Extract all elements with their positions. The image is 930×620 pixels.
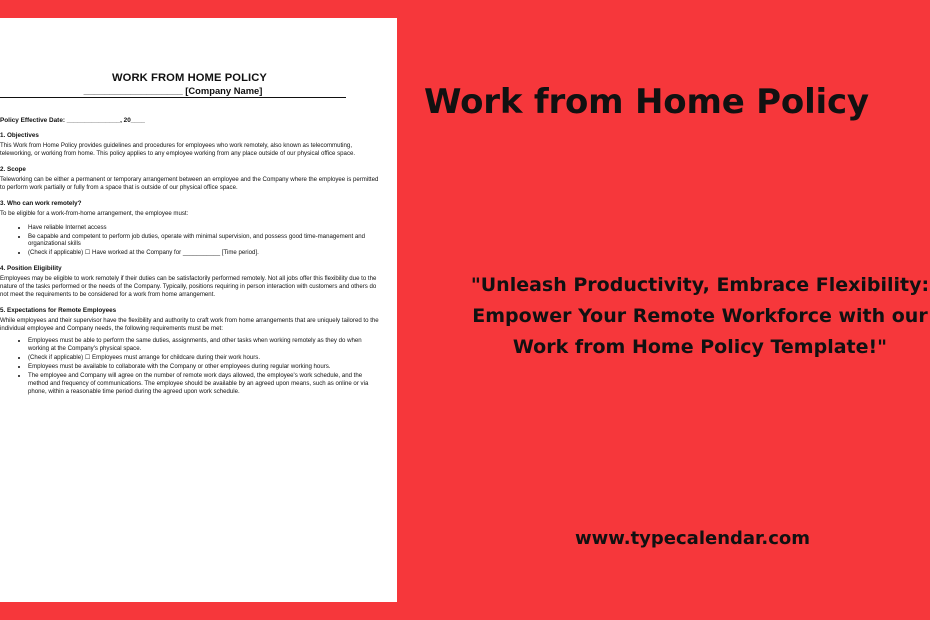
effective-date-line: Policy Effective Date: _______________, 20____ xyxy=(0,117,145,124)
list-item: • Employees must be able to perform the same duties, assignments, and other tasks when working remotely as they do when working at the Company's physical space. xyxy=(28,337,379,352)
list-item: • The employee and Company will agree on the number of remote work days allowed, the employee's work schedule, and the method and frequency of communications. The employee should be available by an agreed upon means, such as online or via phone, within a reasonable time period during the agreed upon work schedule. xyxy=(28,372,379,395)
section-heading: 3. Who can work remotely? xyxy=(0,199,82,207)
list-item: • Have reliable Internet access xyxy=(28,224,379,232)
section-expectations xyxy=(0,307,379,395)
tagline-line: Empower Your Remote Workforce with our xyxy=(472,305,928,327)
website-url: www.typecalendar.com xyxy=(575,528,810,549)
tagline xyxy=(400,270,930,363)
company-name-line: ___________________ [Company Name] xyxy=(0,85,346,98)
section-objectives xyxy=(0,132,379,158)
section-heading: 1. Objectives xyxy=(0,132,39,139)
section-paragraph: Employees may be eligible to work remotely if their duties can be satisfactorily performed remotely. Not all jobs offer this flexibility due to the nature of the tasks performed or the needs of the Company. Typically, positions requiring in person interaction with customers and others do not meet the requirements to be considered for a work from home arrangement. xyxy=(0,274,377,298)
list-item: • (Check if applicable) ☐ Employees must arrange for childcare during their work hours. xyxy=(28,354,379,362)
bullet-list xyxy=(0,337,379,395)
section-scope xyxy=(0,166,379,192)
section-paragraph: This Work from Home Policy provides guidelines and procedures for employees who work remotely, also known as telecommuting, teleworking, or working from home. This policy applies to any employee working from any place outside of our physical office space. xyxy=(0,142,356,157)
section-heading: 2. Scope xyxy=(0,165,26,173)
tagline-line: Work from Home Policy Template!" xyxy=(512,336,888,358)
section-paragraph: To be eligible for a work-from-home arrangement, the employee must: xyxy=(0,209,189,217)
list-item: • (Check if applicable) ☐ Have worked at the Company for ___________ [Time period]. xyxy=(28,249,379,257)
bullet-list xyxy=(0,224,379,257)
document-title: WORK FROM HOME POLICY xyxy=(112,72,267,84)
tagline-line: "Unleash Productivity, Embrace Flexibility: xyxy=(470,274,930,296)
section-who-can-work-remotely xyxy=(0,200,379,257)
section-position-eligibility xyxy=(0,265,379,299)
section-paragraph: While employees and their supervisor have the flexibility and authority to craft work from home arrangements that are uniquely tailored to the individual employee and Company needs, the following requirements must be met: xyxy=(0,316,379,332)
section-paragraph: Teleworking can be either a permanent or temporary arrangement between an employee and the Company where the employee is permitted to perform work partially or fully from a space that is outside of our physical office space. xyxy=(0,175,379,191)
headline: Work from Home Policy xyxy=(424,82,869,122)
list-item: • Employees must be available to collaborate with the Company or other employees during regular working hours. xyxy=(28,363,379,371)
policy-document-preview xyxy=(0,18,397,602)
section-heading: 4. Position Eligibility xyxy=(0,264,62,272)
section-heading: 5. Expectations for Remote Employees xyxy=(0,306,117,314)
list-item: • Be capable and competent to perform job duties, operate with minimal supervision, and possess good time-management and organizational skills xyxy=(28,233,379,248)
